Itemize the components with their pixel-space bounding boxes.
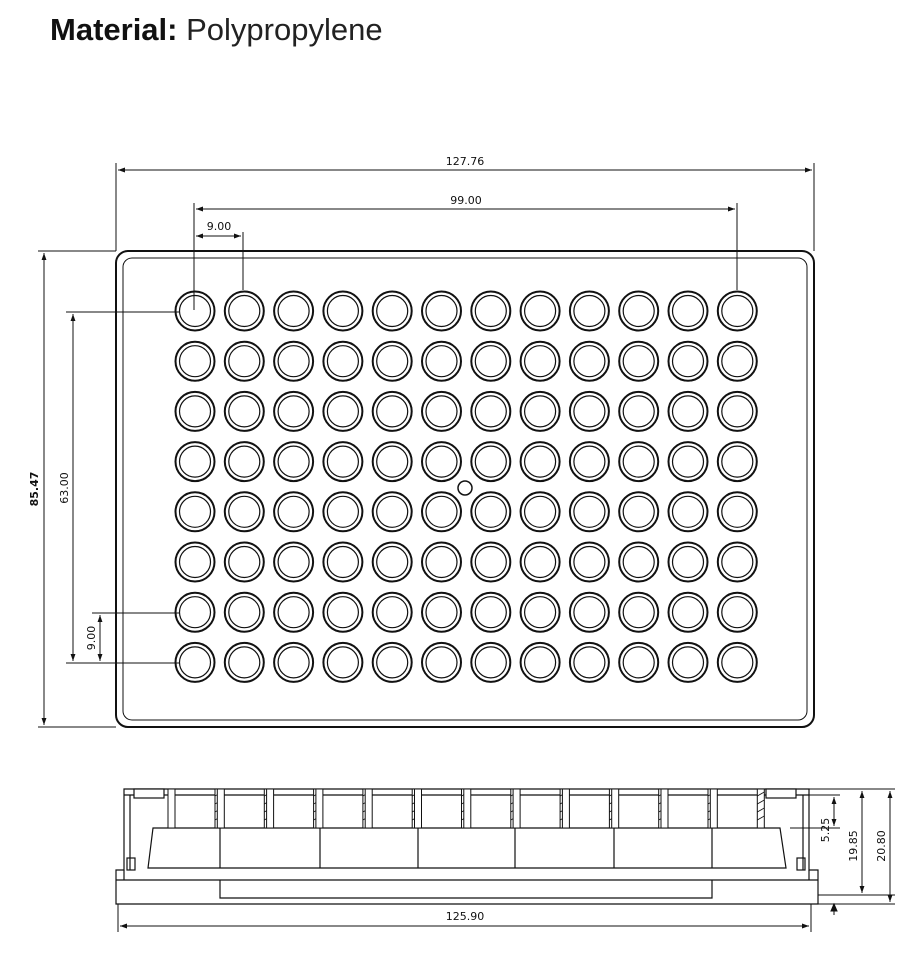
label-well-pitch-x: 9.00 (206, 220, 232, 233)
well-inner-wall (327, 597, 358, 628)
well-inner-wall (229, 346, 260, 377)
well (323, 643, 362, 682)
well-inner-wall (377, 446, 408, 477)
well (373, 492, 412, 531)
well (274, 342, 313, 381)
tube-wall (267, 789, 274, 828)
well (176, 492, 215, 531)
well (471, 492, 510, 531)
well-inner-wall (623, 446, 654, 477)
label-well-span-y: 63.00 (58, 472, 71, 504)
label-well-span-x: 99.00 (450, 194, 482, 207)
well (373, 593, 412, 632)
well (225, 342, 264, 381)
well-inner-wall (327, 547, 358, 578)
well-inner-wall (278, 346, 309, 377)
well-inner-wall (475, 446, 506, 477)
well (718, 643, 757, 682)
well-inner-wall (180, 346, 211, 377)
well (471, 292, 510, 331)
well (274, 593, 313, 632)
well-inner-wall (623, 647, 654, 678)
well (718, 292, 757, 331)
well-inner-wall (278, 446, 309, 477)
well-inner-wall (229, 496, 260, 527)
well-inner-wall (180, 496, 211, 527)
well-inner-wall (327, 346, 358, 377)
well (619, 643, 658, 682)
well-inner-wall (574, 446, 605, 477)
well (570, 492, 609, 531)
well (373, 543, 412, 582)
well (422, 392, 461, 431)
well (718, 543, 757, 582)
well-inner-wall (673, 496, 704, 527)
well-inner-wall (180, 446, 211, 477)
well (619, 543, 658, 582)
label-overall-width: 127.76 (445, 155, 485, 168)
well (323, 543, 362, 582)
well-inner-wall (229, 396, 260, 427)
tube-wall (661, 789, 668, 828)
well-inner-wall (574, 296, 605, 327)
well-inner-wall (722, 647, 753, 678)
well-inner-wall (426, 496, 457, 527)
well (570, 442, 609, 481)
well-inner-wall (673, 346, 704, 377)
well (669, 342, 708, 381)
well (323, 342, 362, 381)
well-inner-wall (278, 396, 309, 427)
well-inner-wall (673, 446, 704, 477)
well-inner-wall (623, 597, 654, 628)
label-total-height: 20.80 (875, 830, 888, 862)
well (521, 342, 560, 381)
well-inner-wall (722, 346, 753, 377)
well-inner-wall (327, 446, 358, 477)
well (718, 442, 757, 481)
well-inner-wall (475, 396, 506, 427)
well-inner-wall (722, 296, 753, 327)
well (176, 442, 215, 481)
well-inner-wall (623, 396, 654, 427)
well (718, 342, 757, 381)
well (669, 292, 708, 331)
well (570, 593, 609, 632)
well-inner-wall (377, 296, 408, 327)
well-inner-wall (426, 446, 457, 477)
top-view (116, 251, 814, 727)
well-inner-wall (426, 597, 457, 628)
well-inner-wall (377, 547, 408, 578)
well (521, 492, 560, 531)
well-inner-wall (525, 547, 556, 578)
well-inner-wall (475, 496, 506, 527)
well (323, 492, 362, 531)
well (323, 292, 362, 331)
well-inner-wall (327, 496, 358, 527)
well-inner-wall (525, 597, 556, 628)
well (471, 442, 510, 481)
well (225, 392, 264, 431)
well (619, 442, 658, 481)
well (373, 643, 412, 682)
well-inner-wall (229, 296, 260, 327)
tube-wall (415, 789, 422, 828)
well (176, 342, 215, 381)
well-inner-wall (180, 296, 211, 327)
well-inner-wall (377, 496, 408, 527)
tube-wall (168, 789, 175, 828)
label-well-pitch-y: 9.00 (85, 625, 98, 651)
well-inner-wall (623, 296, 654, 327)
tube-wall (612, 789, 619, 828)
well-inner-wall (180, 547, 211, 578)
well (619, 292, 658, 331)
well (570, 342, 609, 381)
well (521, 392, 560, 431)
well-inner-wall (180, 597, 211, 628)
well-inner-wall (623, 547, 654, 578)
well (669, 593, 708, 632)
tube-wall (316, 789, 323, 828)
label-overall-height: 85.47 (28, 471, 41, 507)
well-inner-wall (180, 647, 211, 678)
well-inner-wall (229, 647, 260, 678)
tube-wall (464, 789, 471, 828)
well (669, 442, 708, 481)
material-label: Material: (50, 12, 178, 47)
well (225, 442, 264, 481)
well-inner-wall (278, 647, 309, 678)
well (669, 392, 708, 431)
well (669, 643, 708, 682)
well-inner-wall (574, 547, 605, 578)
well (323, 392, 362, 431)
well-inner-wall (229, 446, 260, 477)
well-inner-wall (673, 597, 704, 628)
tube-wall (217, 789, 224, 828)
tube-wall (365, 789, 372, 828)
well-inner-wall (278, 296, 309, 327)
well-inner-wall (229, 597, 260, 628)
well (521, 292, 560, 331)
well (619, 392, 658, 431)
well-inner-wall (327, 296, 358, 327)
well-inner-wall (475, 647, 506, 678)
well (225, 593, 264, 632)
well (176, 543, 215, 582)
well-inner-wall (229, 547, 260, 578)
well-inner-wall (525, 647, 556, 678)
well (274, 392, 313, 431)
well (274, 442, 313, 481)
well-inner-wall (426, 346, 457, 377)
well (521, 442, 560, 481)
well (718, 593, 757, 632)
well (619, 492, 658, 531)
well (225, 292, 264, 331)
well (225, 492, 264, 531)
well-inner-wall (525, 296, 556, 327)
well (471, 342, 510, 381)
well (521, 643, 560, 682)
well-inner-wall (278, 496, 309, 527)
well-inner-wall (525, 496, 556, 527)
well (225, 643, 264, 682)
well (422, 593, 461, 632)
well (718, 392, 757, 431)
side-view (116, 789, 818, 904)
well-inner-wall (574, 597, 605, 628)
well (274, 492, 313, 531)
well (422, 543, 461, 582)
label-well-depth: 5.25 (819, 817, 832, 843)
well-inner-wall (722, 496, 753, 527)
well (669, 492, 708, 531)
well-inner-wall (722, 446, 753, 477)
side-dimensions (118, 789, 895, 932)
well-inner-wall (722, 597, 753, 628)
well (570, 292, 609, 331)
well (176, 643, 215, 682)
well-inner-wall (475, 296, 506, 327)
well-inner-wall (623, 346, 654, 377)
well (373, 392, 412, 431)
well (274, 543, 313, 582)
well-inner-wall (574, 396, 605, 427)
well-inner-wall (426, 547, 457, 578)
well-inner-wall (673, 396, 704, 427)
well (521, 593, 560, 632)
well-inner-wall (525, 446, 556, 477)
well-inner-wall (623, 496, 654, 527)
well (373, 442, 412, 481)
well-inner-wall (673, 647, 704, 678)
tube-wall (562, 789, 569, 828)
well (176, 593, 215, 632)
well (373, 342, 412, 381)
well (176, 392, 215, 431)
well-inner-wall (278, 547, 309, 578)
center-marker (458, 481, 472, 495)
well-inner-wall (180, 396, 211, 427)
well (323, 442, 362, 481)
tube-wall (513, 789, 520, 828)
well (471, 643, 510, 682)
well (471, 593, 510, 632)
well-inner-wall (278, 597, 309, 628)
well-inner-wall (475, 597, 506, 628)
well-inner-wall (327, 396, 358, 427)
well (669, 543, 708, 582)
well-inner-wall (673, 547, 704, 578)
well (274, 292, 313, 331)
well-inner-wall (327, 647, 358, 678)
well (471, 543, 510, 582)
well (619, 593, 658, 632)
well (422, 643, 461, 682)
well-inner-wall (377, 647, 408, 678)
label-base-width: 125.90 (445, 910, 485, 923)
material-value: Polypropylene (186, 12, 383, 47)
well (521, 543, 560, 582)
well-inner-wall (525, 396, 556, 427)
well (274, 643, 313, 682)
well-inner-wall (377, 597, 408, 628)
well (323, 593, 362, 632)
well-inner-wall (722, 396, 753, 427)
well (471, 392, 510, 431)
well-inner-wall (574, 346, 605, 377)
well-inner-wall (426, 647, 457, 678)
well-inner-wall (475, 346, 506, 377)
well (422, 292, 461, 331)
tube-wall (710, 789, 717, 828)
section-dividers (220, 828, 712, 868)
label-skirt-height: 19.85 (847, 830, 860, 862)
well-inner-wall (673, 296, 704, 327)
well (570, 392, 609, 431)
well (373, 292, 412, 331)
well-inner-wall (475, 547, 506, 578)
well-inner-wall (574, 647, 605, 678)
well (422, 342, 461, 381)
well (570, 643, 609, 682)
well (225, 543, 264, 582)
well-inner-wall (574, 496, 605, 527)
well-inner-wall (722, 547, 753, 578)
well-inner-wall (426, 296, 457, 327)
well (619, 342, 658, 381)
well (570, 543, 609, 582)
well (176, 292, 215, 331)
well (718, 492, 757, 531)
well-inner-wall (377, 396, 408, 427)
well-inner-wall (525, 346, 556, 377)
well-inner-wall (426, 396, 457, 427)
well (422, 442, 461, 481)
well (422, 492, 461, 531)
well-inner-wall (377, 346, 408, 377)
